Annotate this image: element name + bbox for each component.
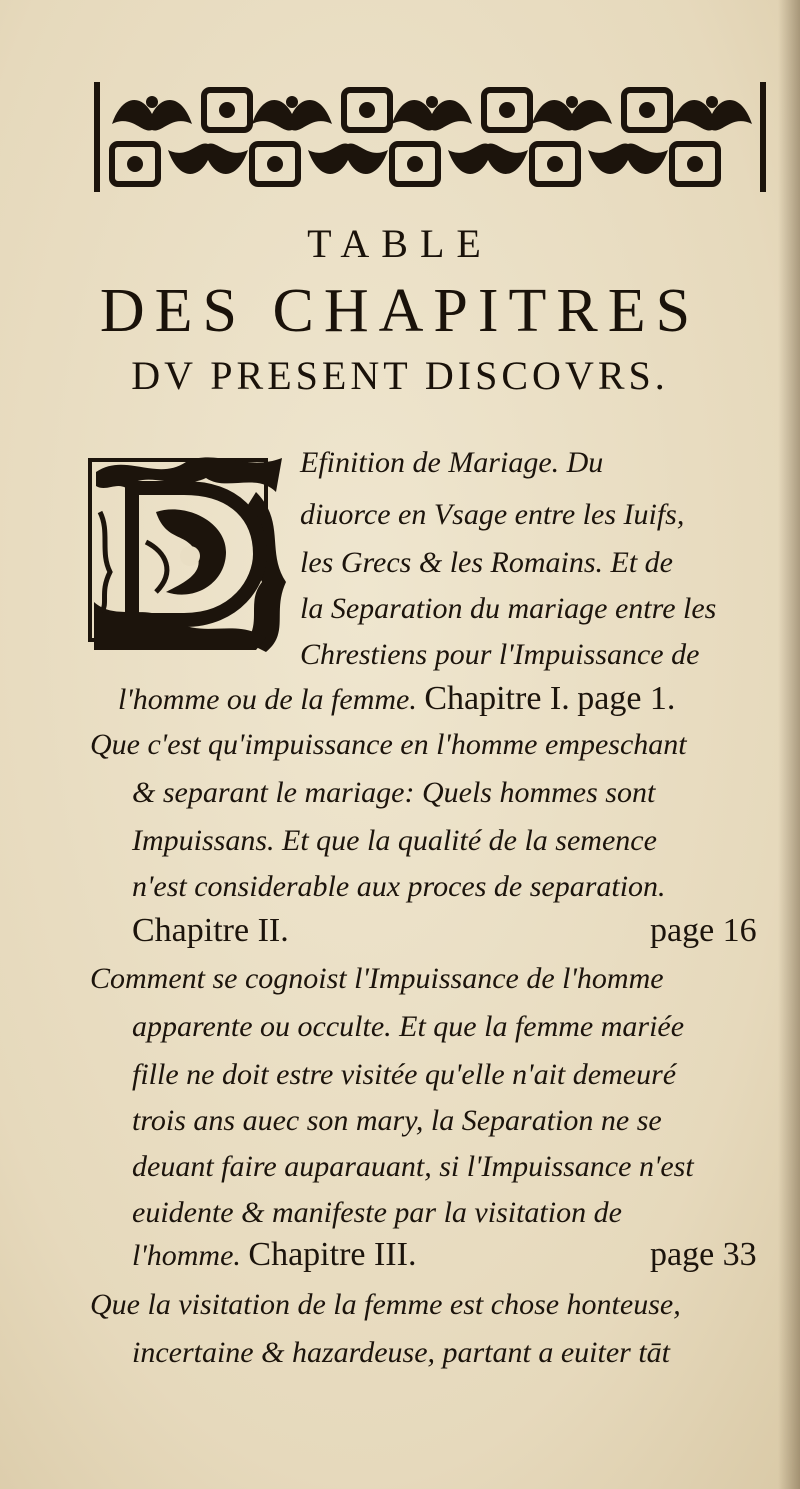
heading-table: TABLE	[307, 221, 493, 266]
entry-1-line-5: Chrestiens pour l'Impuissance de	[300, 638, 700, 671]
entry-3-last-line: l'homme.	[132, 1239, 241, 1272]
entry-2-line-2: & separant le mariage: Quels hommes sont	[132, 776, 656, 809]
entry-2-chapter: Chapitre II.	[132, 912, 289, 949]
entry-3-line-5: deuant faire auparauant, si l'Impuissance n'est	[132, 1150, 694, 1183]
entry-2-line-3: Impuissans. Et que la qualité de la semence	[132, 824, 657, 857]
entry-4-line-2: incertaine & hazardeuse, partant a euiter tāt	[132, 1336, 670, 1369]
heading-chapitres: DES CHAPITRES	[99, 277, 701, 345]
entry-3-line-3: fille ne doit estre visitée qu'elle n'ait demeuré	[132, 1058, 677, 1091]
entry-1-line-1-text: Efinition de Mariage. Du	[300, 446, 604, 479]
entry-1-line-6	[118, 680, 675, 718]
entry-1-last-line: l'homme ou de la femme.	[118, 683, 417, 716]
entry-1-page: page 1.	[577, 680, 676, 717]
entry-3-line-4: trois ans auec son mary, la Separation ne se	[132, 1104, 662, 1137]
entry-3-chapter: Chapitre III.	[248, 1236, 417, 1273]
entry-1-chapter: Chapitre I.	[424, 680, 570, 717]
entry-1-line-4: la Separation du mariage entre les	[300, 592, 717, 625]
fleuron-band-icon	[92, 78, 768, 194]
entry-2-line-1: Que c'est qu'impuissance en l'homme empeschant	[90, 728, 687, 761]
entry-1-line-2: diuorce en Vsage entre les Iuifs,	[300, 498, 685, 531]
entry-1-line-3: les Grecs & les Romains. Et de	[300, 546, 673, 579]
entry-3-line-6: euidente & manifeste par la visitation de	[132, 1196, 622, 1229]
ornamental-initial-d-icon	[86, 452, 290, 656]
entry-3-line-2: apparente ou occulte. Et que la femme mariée	[132, 1010, 685, 1043]
entry-2-line-4: n'est considerable aux proces de separation.	[132, 870, 666, 903]
entry-3-line-1: Comment se cognoist l'Impuissance de l'homme	[90, 962, 664, 995]
entry-3-line-7	[132, 1236, 416, 1274]
entry-4-line-1: Que la visitation de la femme est chose honteuse,	[90, 1288, 681, 1321]
entry-3-page: page 33	[650, 1236, 757, 1273]
heading-discours: DV PRESENT DISCOVRS.	[131, 353, 669, 398]
entry-1-line-1	[300, 446, 603, 480]
entry-2-page: page 16	[650, 912, 757, 949]
